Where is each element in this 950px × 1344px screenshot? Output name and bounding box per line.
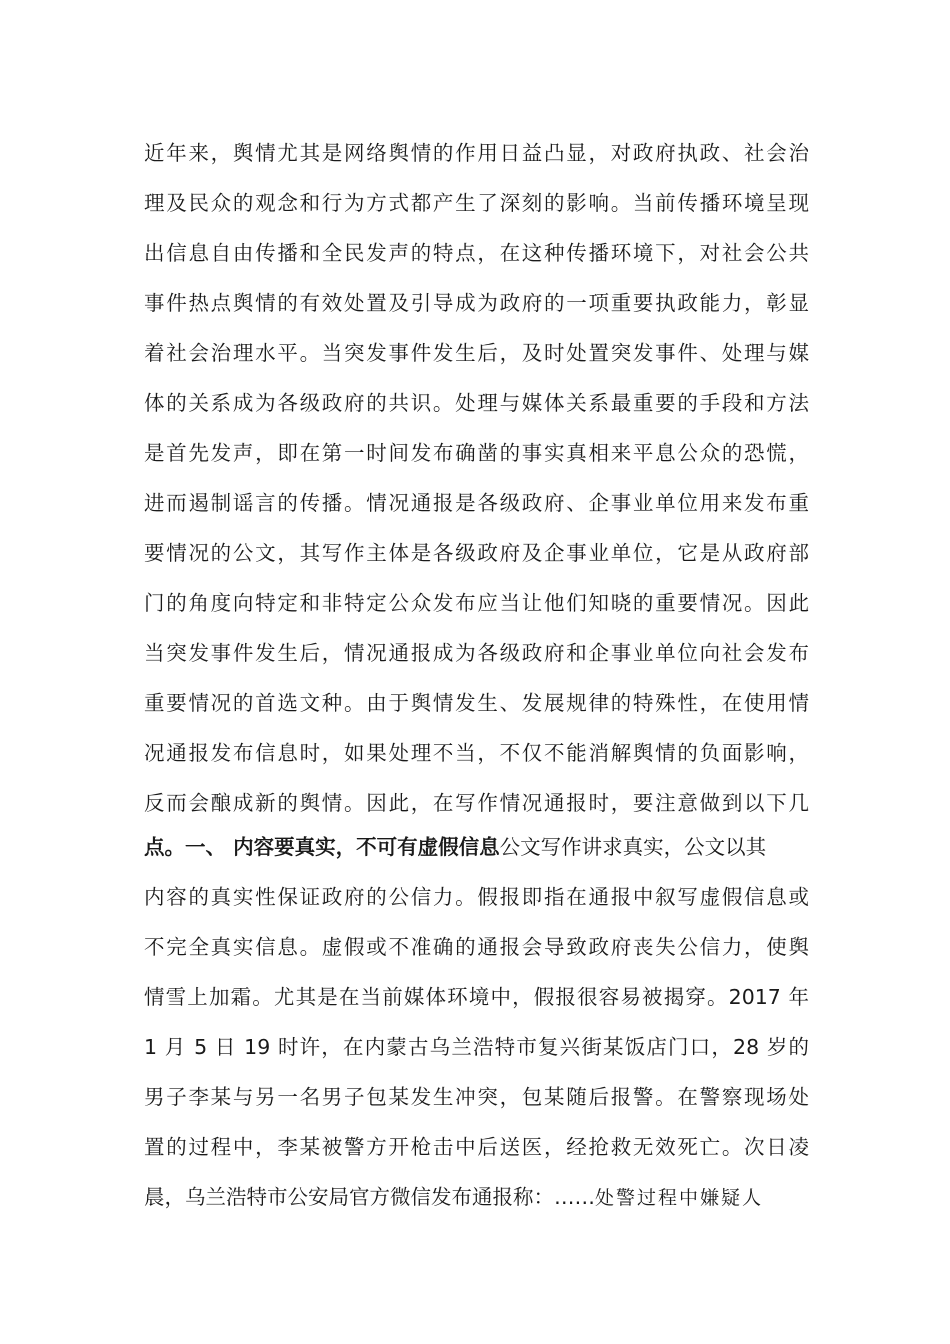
- section-heading-line: [144, 822, 809, 872]
- paragraph-line-last: [144, 1172, 809, 1222]
- paragraph-line: 1 月 5 日 19 时许，在内蒙古乌兰浩特市复兴街某饭店门口，28 岁的: [144, 1035, 809, 1059]
- paragraph-line: 是首先发声，即在第一时间发布确凿的事实真相来平息公众的恐慌，: [144, 441, 809, 465]
- paragraph-line: 内容的真实性保证政府的公信力。假报即指在通报中叙写虚假信息或: [144, 885, 809, 909]
- paragraph-line: 出信息自由传播和全民发声的特点，在这种传播环境下，对社会公共: [144, 241, 809, 265]
- paragraph-line: 重要情况的首选文种。由于舆情发生、发展规律的特殊性，在使用情: [144, 691, 809, 715]
- paragraph-line: 体的关系成为各级政府的共识。处理与媒体关系最重要的手段和方法: [144, 391, 809, 415]
- paragraph-line: 门的角度向特定和非特定公众发布应当让他们知晓的重要情况。因此: [144, 591, 809, 615]
- paragraph-line: 男子李某与另一名男子包某发生冲突，包某随后报警。在警察现场处: [144, 1085, 809, 1109]
- paragraph-line: 近年来，舆情尤其是网络舆情的作用日益凸显，对政府执政、社会治: [144, 141, 809, 165]
- paragraph-line: 要情况的公文，其写作主体是各级政府及企事业单位，它是从政府部: [144, 541, 809, 565]
- paragraph-line: 事件热点舆情的有效处置及引导成为政府的一项重要执政能力，彰显: [144, 291, 809, 315]
- paragraph-line: 进而遏制谣言的传播。情况通报是各级政府、企事业单位用来发布重: [144, 491, 809, 515]
- paragraph-text: 公文写作讲求真实，公文以其: [499, 835, 767, 859]
- paragraph-line: 当突发事件发生后，情况通报成为各级政府和企事业单位向社会发布: [144, 641, 809, 665]
- section-heading: 点。一、 内容要真实，不可有虚假信息: [144, 835, 500, 859]
- paragraph-line: 置的过程中，李某被警方开枪击中后送医，经抢救无效死亡。次日凌: [144, 1135, 809, 1159]
- paragraph-line: 着社会治理水平。当突发事件发生后，及时处置突发事件、处理与媒: [144, 341, 809, 365]
- paragraph-line: 理及民众的观念和行为方式都产生了深刻的影响。当前传播环境呈现: [144, 191, 809, 215]
- paragraph-text: 晨，乌兰浩特市公安局官方微信发布通报称：……: [144, 1185, 595, 1209]
- quoted-text: 处警过程中嫌疑人: [595, 1187, 764, 1209]
- paragraph-line: 不完全真实信息。虚假或不准确的通报会导致政府丧失公信力，使舆: [144, 935, 809, 959]
- paragraph-line: 反而会酿成新的舆情。因此，在写作情况通报时，要注意做到以下几: [144, 791, 809, 815]
- paragraph-line: 情雪上加霜。尤其是在当前媒体环境中，假报很容易被揭穿。2017 年: [144, 985, 809, 1009]
- paragraph-line: 况通报发布信息时，如果处理不当，不仅不能消解舆情的负面影响，: [144, 741, 809, 765]
